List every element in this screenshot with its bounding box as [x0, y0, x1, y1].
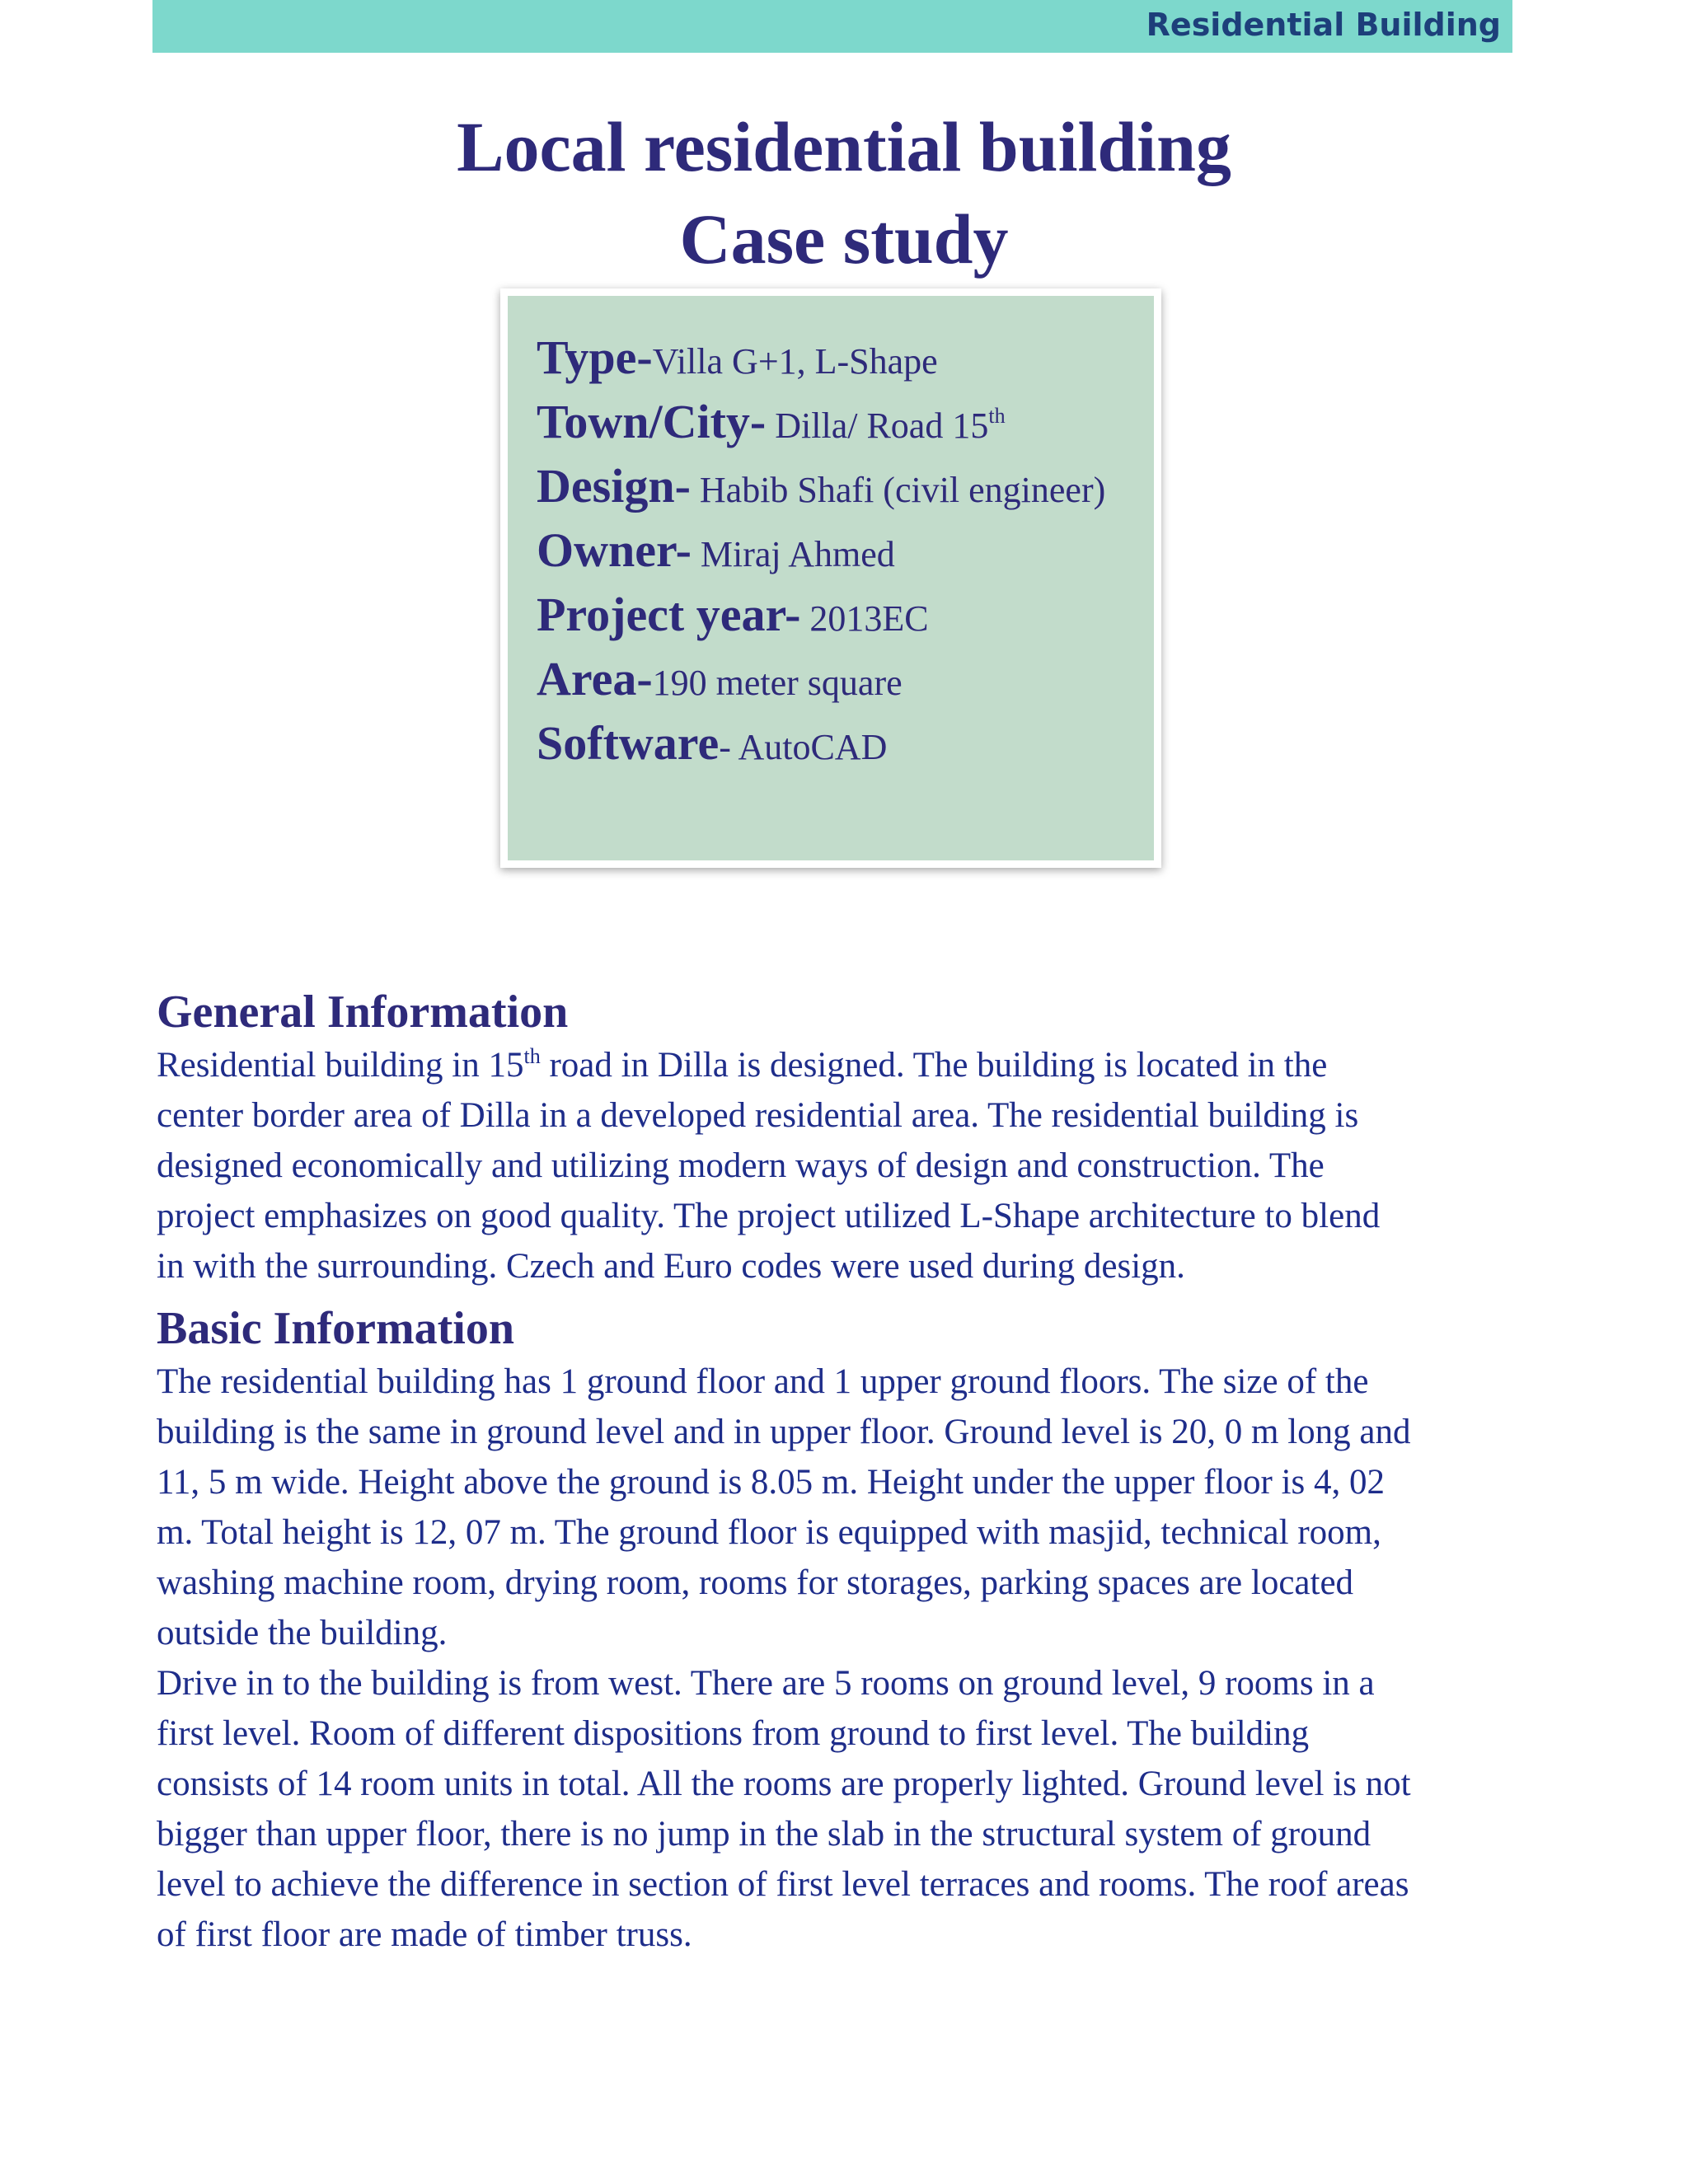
title-line-2: Case study	[679, 199, 1009, 279]
paragraph-line: level to achieve the difference in section of first level terraces and rooms. The roof areas	[157, 1865, 1409, 1904]
general-information-paragraph	[157, 1040, 1525, 1291]
basic-information-heading: Basic Information	[157, 1303, 514, 1354]
general-information-heading: General Information	[157, 987, 569, 1038]
paragraph-line: Drive in to the building is from west. There are 5 rooms on ground level, 9 rooms in a	[157, 1664, 1375, 1703]
info-row-project-year	[537, 583, 1105, 647]
info-row-type	[537, 326, 1105, 390]
project-info-card	[500, 288, 1161, 868]
paragraph-line: of first floor are made of timber truss.	[157, 1915, 692, 1954]
info-key: Type-	[537, 330, 653, 384]
info-value: 2013EC	[800, 598, 929, 639]
header-bar	[152, 0, 1512, 53]
paragraph-line: outside the building.	[157, 1614, 448, 1652]
project-info-list	[537, 326, 1105, 776]
info-key: Software	[537, 716, 720, 770]
info-row-design	[537, 454, 1105, 518]
info-value: - AutoCAD	[719, 727, 888, 767]
text-run: Residential building in 15	[157, 1046, 524, 1085]
superscript: th	[988, 404, 1006, 428]
paragraph-line: washing machine room, drying room, rooms for storages, parking spaces are located	[157, 1563, 1354, 1602]
info-value: Villa G+1, L-Shape	[652, 341, 938, 382]
info-row-owner	[537, 518, 1105, 583]
paragraph-line: project emphasizes on good quality. The project utilized L-Shape architecture to blend	[157, 1197, 1381, 1235]
paragraph-line: m. Total height is 12, 07 m. The ground floor is equipped with masjid, technical room,	[157, 1513, 1381, 1552]
info-key: Project year-	[537, 588, 801, 641]
paragraph-line: building is the same in ground level and in upper floor. Ground level is 20, 0 m long and	[157, 1413, 1411, 1451]
paragraph-line: in with the surrounding. Czech and Euro codes were used during design.	[157, 1247, 1185, 1286]
paragraph-line: consists of 14 room units in total. All the rooms are properly lighted. Ground level is not	[157, 1765, 1411, 1803]
header-label: Residential Building	[1146, 7, 1501, 43]
info-value: 190 meter square	[652, 663, 903, 703]
paragraph-line: designed economically and utilizing modern ways of design and construction. The	[157, 1146, 1325, 1185]
paragraph-line: first level. Room of different dispositions from ground to first level. The building	[157, 1714, 1310, 1753]
page-title	[0, 101, 1688, 285]
info-value: Miraj Ahmed	[691, 534, 895, 574]
info-key: Area-	[537, 652, 653, 705]
info-row-area	[537, 647, 1105, 711]
paragraph-line: bigger than upper floor, there is no jump in the slab in the structural system of ground	[157, 1815, 1372, 1854]
info-row-software	[537, 711, 1105, 776]
info-key: Town/City-	[537, 395, 767, 448]
paragraph-line: center border area of Dilla in a developed residential area. The residential building is	[157, 1096, 1359, 1135]
superscript: th	[523, 1044, 541, 1068]
info-key: Owner-	[537, 523, 692, 577]
basic-information-paragraph	[157, 1357, 1525, 1960]
info-value: Habib Shafi (civil engineer)	[690, 470, 1106, 510]
info-row-town-city	[537, 390, 1105, 454]
text-run: road in Dilla is designed. The building is located in the	[540, 1046, 1328, 1085]
title-line-1: Local residential building	[457, 107, 1231, 186]
paragraph-line: The residential building has 1 ground floor and 1 upper ground floors. The size of the	[157, 1362, 1369, 1401]
info-key: Design-	[537, 459, 691, 513]
info-value: Dilla/ Road 15	[766, 405, 989, 446]
paragraph-line	[157, 1040, 1525, 1090]
paragraph-line: 11, 5 m wide. Height above the ground is 8.05 m. Height under the upper floor is 4, 02	[157, 1463, 1386, 1502]
